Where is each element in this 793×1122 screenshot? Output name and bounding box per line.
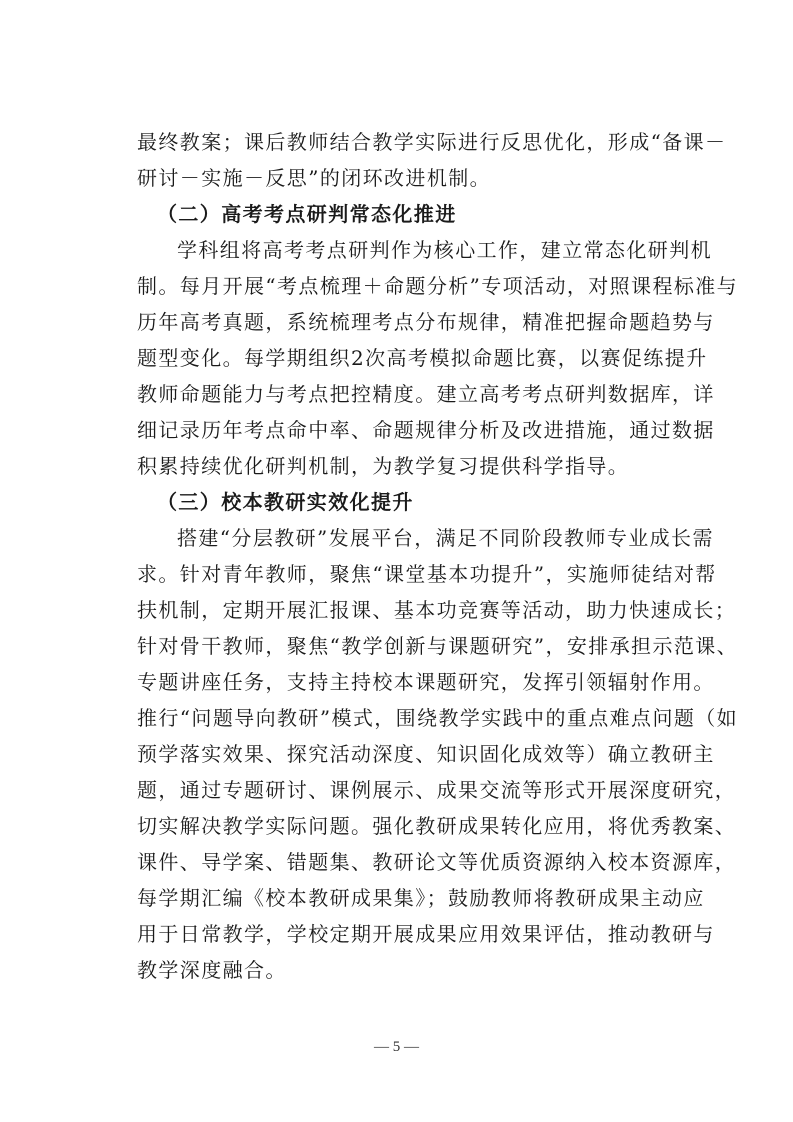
section-heading-3: （三）校本教研实效化提升 [157,490,414,514]
body-text-line: 搭建“分层教研”发展平台，满足不同阶段教师专业成长需 [177,526,714,550]
body-text-line: 推行“问题导向教研”模式，围绕教学实践中的重点难点问题（如 [137,706,739,730]
page-number: — 5 — [374,1039,419,1055]
body-text-line: 学科组将高考考点研判作为核心工作，建立常态化研判机 [177,238,712,262]
body-text-line: 研讨－实施－反思”的闭环改进机制。 [137,166,492,190]
body-text-line: 每学期汇编《校本教研成果集》；鼓励教师将教研成果主动应 [137,886,705,910]
body-text-line: 最终教案；课后教师结合教学实际进行反思优化，形成“备课－ [137,130,727,154]
body-text-line: 教师命题能力与考点把控精度。建立高考考点研判数据库，详 [137,382,715,406]
body-text-line: 专题讲座任务，支持主持校本课题研究，发挥引领辐射作用。 [137,670,715,694]
body-text-line: 教学深度融合。 [137,958,287,982]
section-heading-2: （二）高考考点研判常态化推进 [157,202,457,226]
body-text-line: 求。针对青年教师，聚焦“课堂基本功提升”，实施师徒结对帮 [137,562,717,586]
body-text-line: 细记录历年考点命中率、命题规律分析及改进措施，通过数据 [137,418,715,442]
body-text-line: 历年高考真题，系统梳理考点分布规律，精准把握命题趋势与 [137,310,715,334]
body-text-line: 题型变化。每学期组织2次高考模拟命题比赛，以赛促练提升 [137,346,708,370]
body-text-line: 制。每月开展“考点梳理＋命题分析”专项活动，对照课程标准与 [137,274,739,298]
body-text-line: 扶机制，定期开展汇报课、基本功竞赛等活动，助力快速成长； [137,598,737,622]
body-text-line: 预学落实效果、探究活动深度、知识固化成效等）确立教研主 [137,742,715,766]
body-text-line: 切实解决教学实际问题。强化教研成果转化应用，将优秀教案、 [137,814,737,838]
body-text-line: 积累持续优化研判机制，为教学复习提供科学指导。 [137,454,630,478]
body-text-line: 针对骨干教师，聚焦“教学创新与课题研究”，安排承担示范课、 [137,634,739,658]
body-text-line: 用于日常教学，学校定期开展成果应用效果评估，推动教研与 [137,922,715,946]
body-text-line: 课件、导学案、错题集、教研论文等优质资源纳入校本资源库， [137,850,737,874]
body-text-line: 题，通过专题研讨、课例展示、成果交流等形式开展深度研究， [137,778,737,802]
